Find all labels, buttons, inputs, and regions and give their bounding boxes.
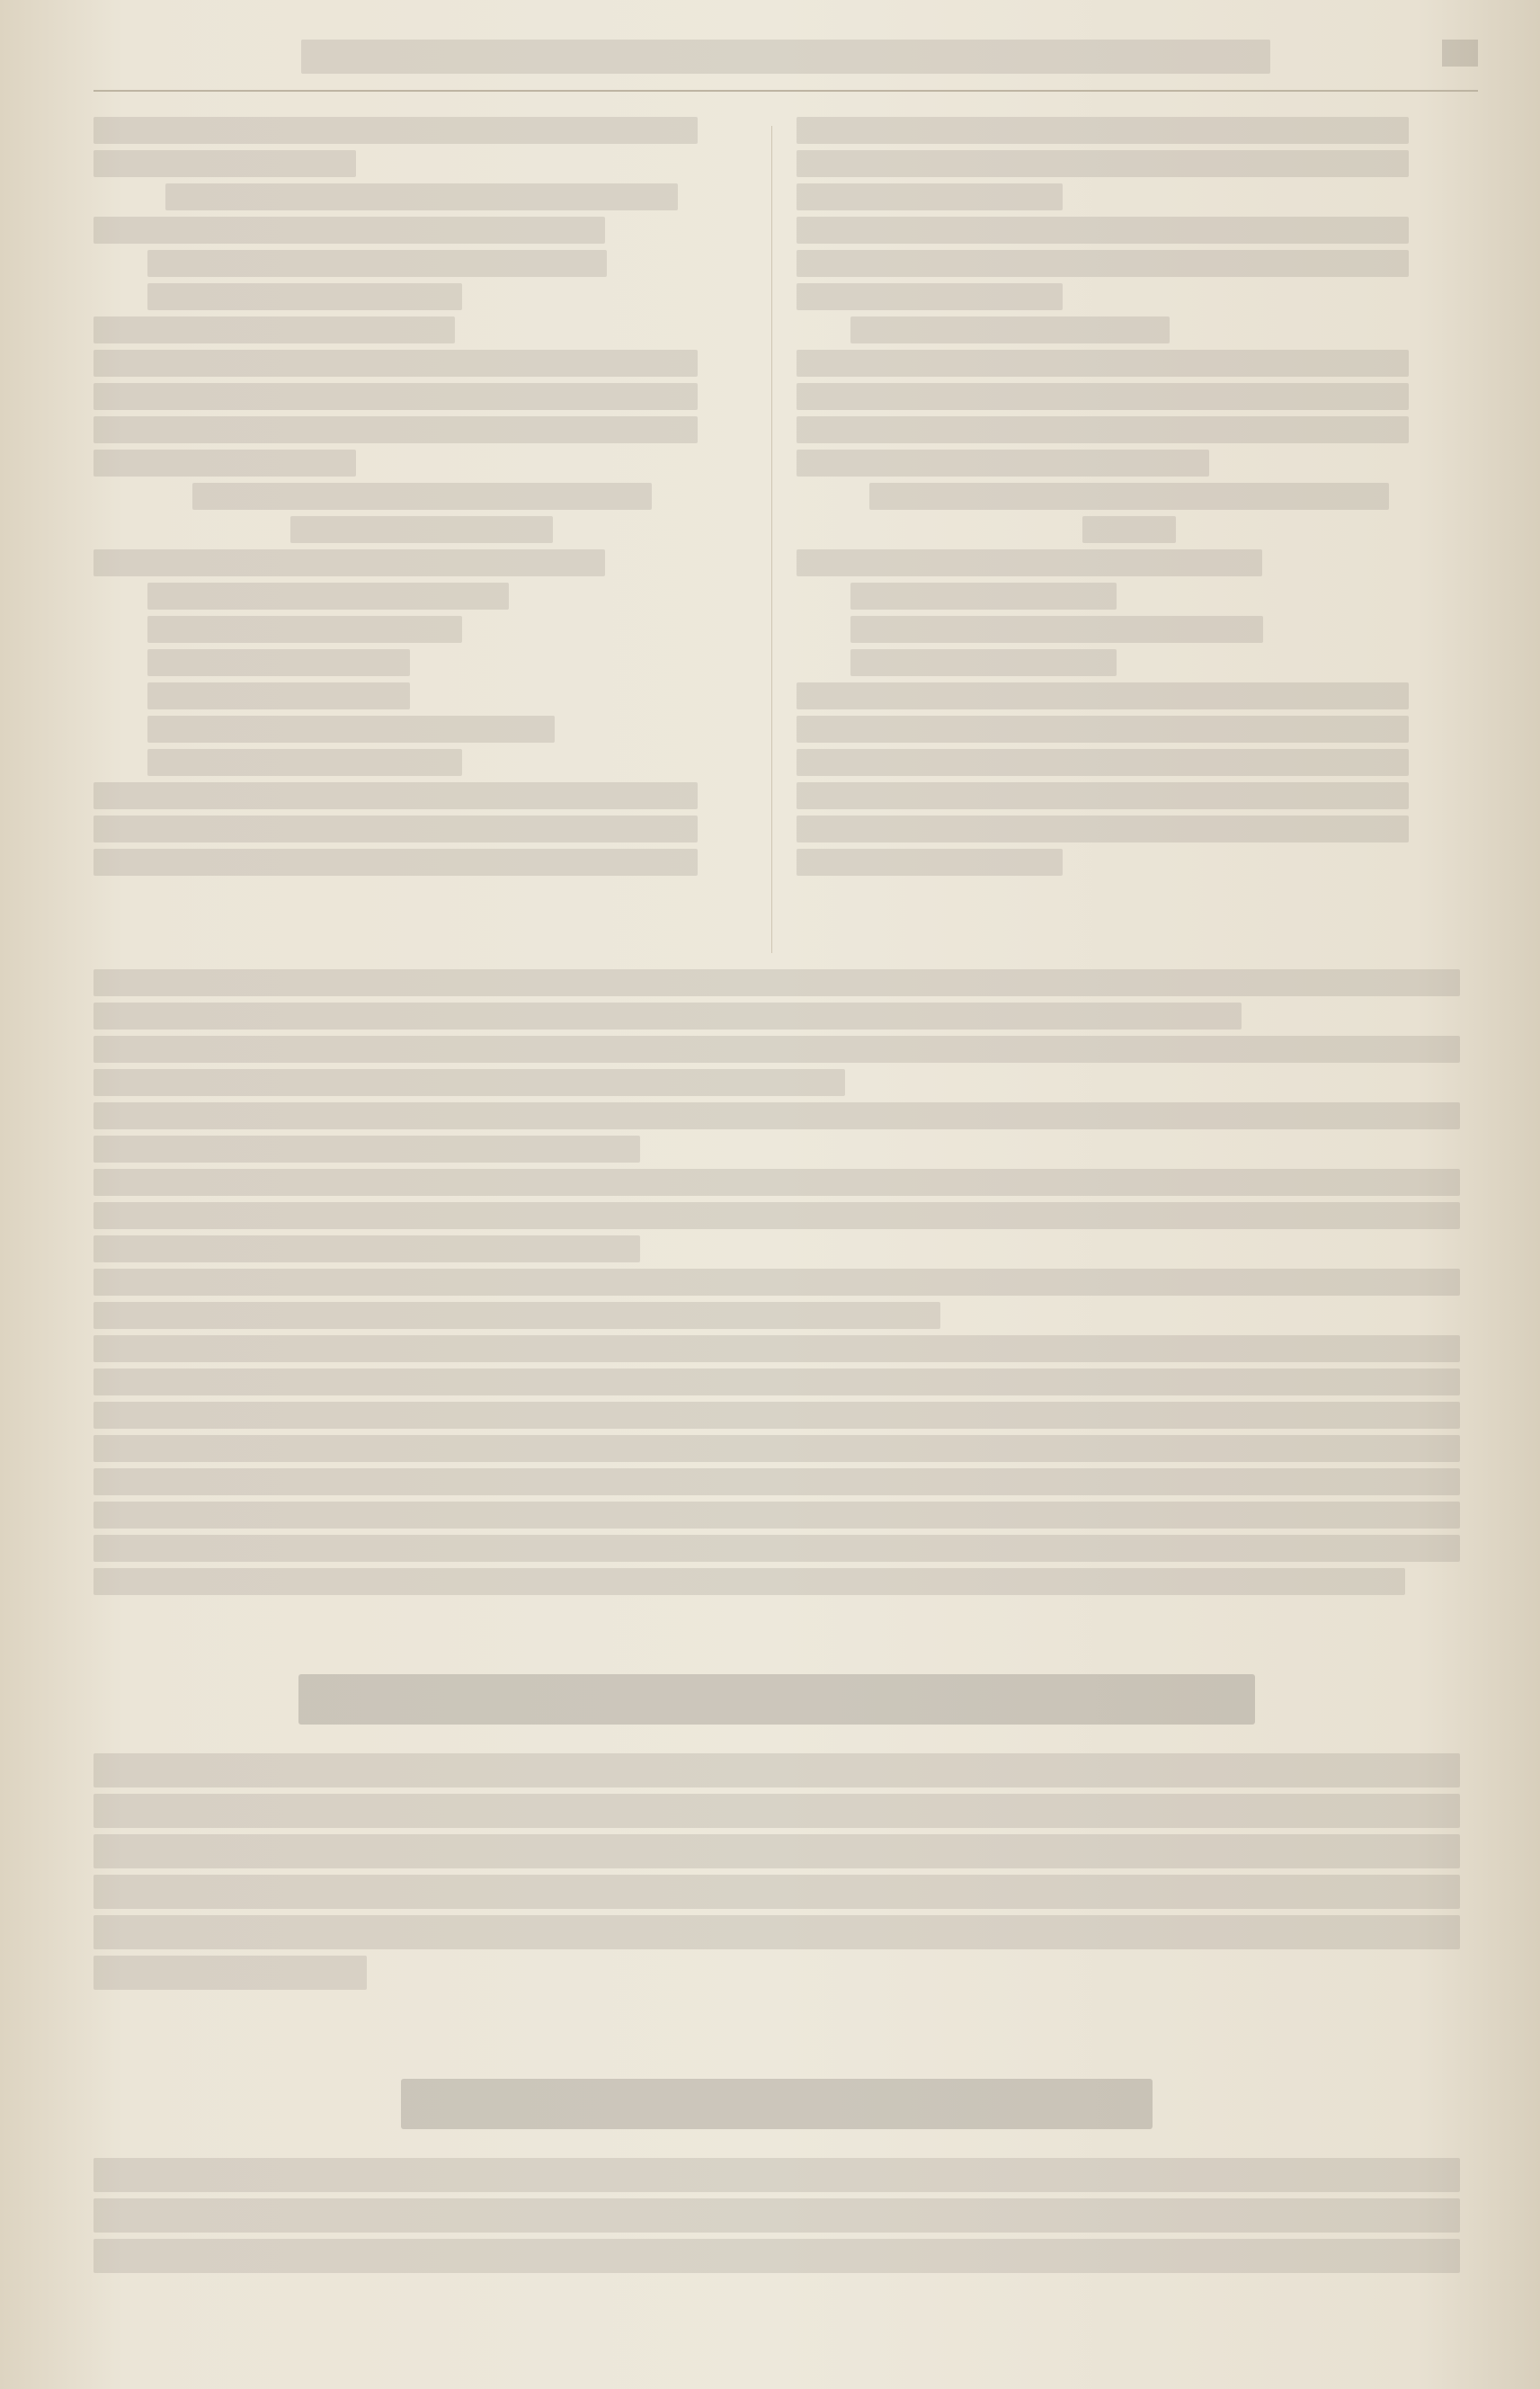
text-line	[93, 1069, 845, 1096]
running-head-line	[301, 40, 1270, 74]
text-line	[147, 583, 509, 610]
text-line	[797, 350, 1409, 377]
text-line	[93, 1502, 1460, 1529]
text-line	[93, 1169, 1460, 1196]
text-line	[93, 1753, 1460, 1787]
section-heading	[93, 2068, 1460, 2140]
text-line	[797, 217, 1409, 244]
text-line	[93, 1003, 1242, 1030]
heading-line	[401, 2079, 1153, 2129]
heading-line	[298, 1674, 1255, 1725]
text-line	[797, 782, 1409, 809]
text-line	[797, 849, 1063, 876]
text-line	[93, 2239, 1460, 2273]
text-line	[93, 1794, 1460, 1828]
text-line	[93, 416, 698, 443]
text-line	[93, 969, 1460, 996]
text-line	[93, 1102, 1460, 1129]
text-line	[93, 1368, 1460, 1395]
text-line	[797, 117, 1409, 144]
text-line	[93, 450, 356, 477]
text-line	[797, 183, 1063, 210]
text-line	[93, 2158, 1460, 2192]
text-line	[93, 217, 605, 244]
text-line	[93, 1335, 1460, 1362]
text-line	[147, 716, 555, 743]
text-line	[93, 2198, 1460, 2233]
header-rule	[93, 90, 1478, 92]
text-line	[797, 450, 1209, 477]
text-line	[93, 1834, 1460, 1868]
text-line	[147, 616, 462, 643]
text-line	[797, 549, 1262, 576]
text-line	[93, 1235, 640, 1262]
text-line	[797, 716, 1409, 743]
text-line	[93, 1202, 1460, 1229]
text-line	[850, 649, 1117, 676]
text-line	[797, 682, 1409, 709]
text-line	[797, 749, 1409, 776]
text-line	[797, 383, 1409, 410]
text-line	[93, 316, 455, 343]
text-line	[93, 1956, 367, 1990]
section-body	[93, 1753, 1460, 2041]
left-column	[93, 117, 750, 962]
arcana-paragraphs	[93, 969, 1460, 1635]
text-line	[93, 1136, 640, 1163]
text-line	[93, 1302, 940, 1329]
text-line	[869, 483, 1388, 510]
text-line	[797, 250, 1409, 277]
text-line	[290, 516, 553, 543]
text-line	[93, 1036, 1460, 1063]
text-line	[93, 816, 698, 842]
text-line	[165, 183, 677, 210]
text-line	[93, 782, 698, 809]
text-line	[93, 1875, 1460, 1909]
text-line	[93, 117, 698, 144]
text-line	[1082, 516, 1176, 543]
text-line	[93, 1568, 1405, 1595]
text-line	[147, 283, 462, 310]
text-line	[93, 383, 698, 410]
text-line	[93, 1269, 1460, 1296]
right-column	[797, 117, 1462, 962]
section-body	[93, 2158, 1460, 2356]
text-line	[797, 816, 1409, 842]
text-line	[192, 483, 652, 510]
text-line	[147, 250, 607, 277]
text-line	[93, 1402, 1460, 1429]
text-line	[93, 1915, 1460, 1949]
text-line	[797, 416, 1409, 443]
text-line	[850, 616, 1263, 643]
text-line	[797, 283, 1063, 310]
text-line	[93, 1535, 1460, 1562]
text-line	[147, 649, 410, 676]
text-line	[93, 549, 605, 576]
text-line	[147, 682, 410, 709]
section-heading	[93, 1663, 1460, 1735]
text-line	[93, 150, 356, 177]
text-line	[93, 1435, 1460, 1462]
text-line	[850, 583, 1117, 610]
text-line	[93, 849, 698, 876]
running-head	[93, 40, 1478, 83]
text-line	[147, 749, 462, 776]
text-line	[93, 350, 698, 377]
column-divider	[771, 126, 772, 953]
page-number	[1442, 40, 1478, 67]
text-line	[93, 1468, 1460, 1495]
text-line	[850, 316, 1170, 343]
text-line	[797, 150, 1409, 177]
